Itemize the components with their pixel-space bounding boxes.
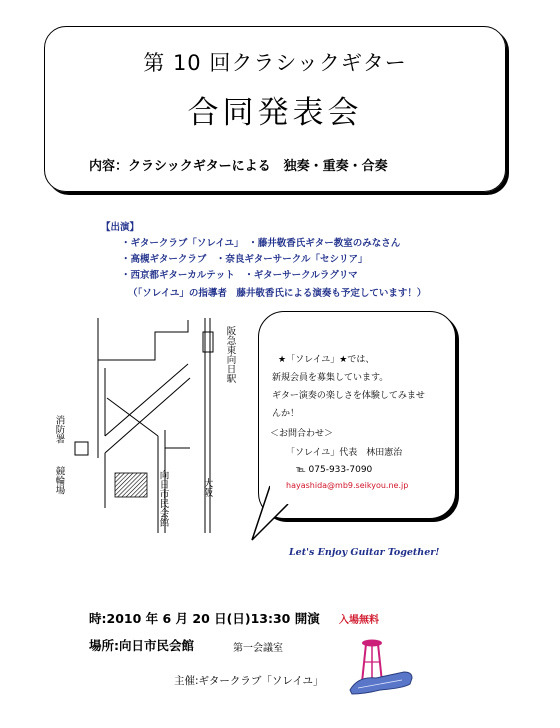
title-edition: 第 10 回クラシックギター (143, 51, 407, 75)
map-fire-station (75, 442, 88, 455)
map-label-hall: 向日市民会館 (157, 470, 169, 527)
contact-heading: ＜お問合わせ＞ (270, 429, 334, 439)
map-label-station: 阪急東向日駅 (224, 326, 236, 383)
contact-phone: ℡ 075-933-7090 (296, 465, 373, 475)
map-road (107, 398, 158, 436)
map-road (98, 318, 188, 360)
map-label-osaka: 大阪 (201, 478, 213, 497)
page-title: 合同発表会 (187, 95, 363, 131)
title-box (44, 26, 506, 192)
event-room: 第一会議室 (233, 643, 283, 654)
event-datetime: 時:2010 年 6 月 20 日(日)13:30 開演 (89, 611, 320, 626)
slogan: Let's Enjoy Guitar Together! (289, 547, 440, 558)
bubble-text: んか！ (272, 409, 300, 419)
location-map (50, 318, 225, 533)
map-hall-marker (115, 473, 147, 497)
map-label-fire-station: 消防署 (53, 415, 65, 444)
map-road (105, 378, 190, 453)
performers-line: ・西京都ギターカルテット ・ギターサークルラグリマ (121, 270, 358, 281)
performers-heading: 【出演】 (101, 222, 140, 233)
bubble-tail (248, 484, 308, 544)
content-description: 内容：クラシックギターによる 独奏・重奏・合奏 (89, 159, 388, 174)
free-admission-badge: 入場無料 (339, 615, 379, 626)
event-organizer: 主催:ギタークラブ「ソレイユ」 (174, 675, 324, 687)
performers-note: （「ソレイユ」の指導者 藤井敬香氏による演奏も予定しています！） (128, 288, 427, 299)
contact-email: hayashida@mb9.seikyou.ne.jp (286, 481, 409, 490)
map-label-racetrack: 競輪場 (53, 466, 65, 495)
bubble-text: 新規会員を募集しています。 (272, 373, 389, 383)
performers-line: ・高槻ギタークラブ ・奈良ギターサークル「セシリア」 (121, 254, 368, 265)
bubble-text: ギター演奏の楽しさを体験してみませ (272, 391, 425, 401)
guitar-stool-illustration (344, 638, 414, 696)
map-road (105, 364, 188, 436)
contact-name: 「ソレイユ」代表 林田憲治 (286, 448, 403, 458)
bubble-text: ★「ソレイユ」★では、 (278, 355, 375, 365)
performers-line: ・ギタークラブ「ソレイユ」 ・藤井敬香氏ギター教室のみなさん (121, 238, 401, 249)
event-venue: 場所:向日市民会館 (89, 638, 194, 653)
